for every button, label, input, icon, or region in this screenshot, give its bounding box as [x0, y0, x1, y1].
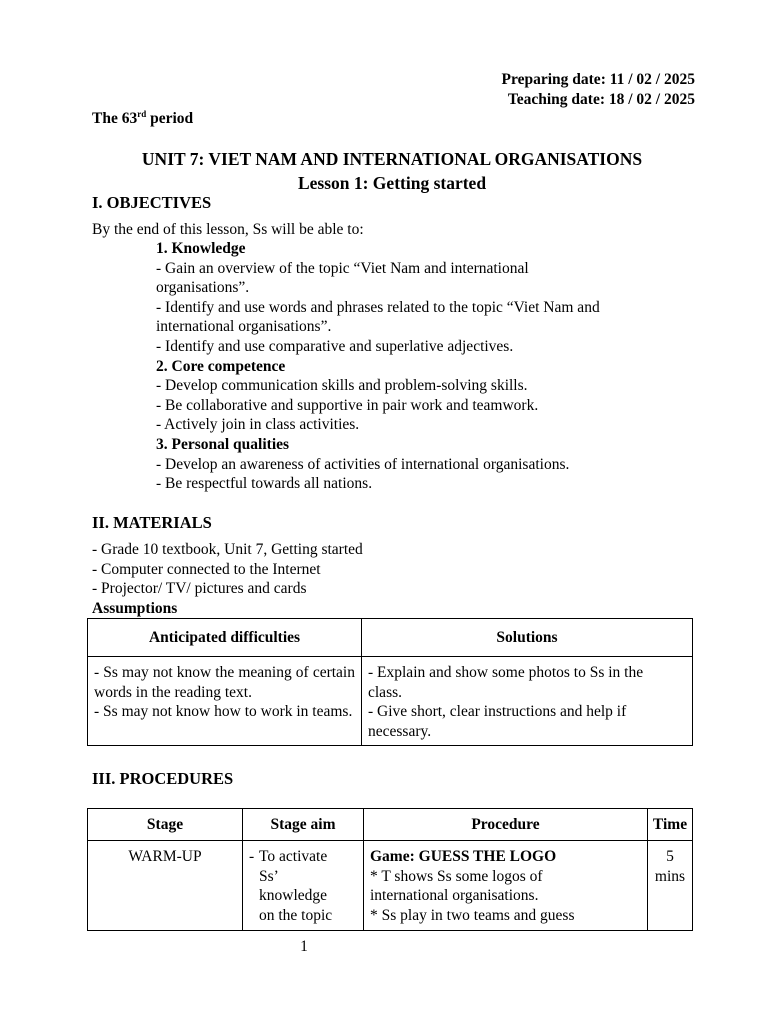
- aim-line: on the topic: [259, 906, 333, 924]
- solution-item: - Explain and show some photos to Ss in the class.: [368, 664, 644, 701]
- solution-item: - Give short, clear instructions and help if necessary.: [368, 703, 627, 740]
- aim-line: knowledge: [259, 887, 328, 905]
- procedure-header: Procedure: [364, 809, 648, 841]
- stage-name: WARM-UP: [128, 848, 202, 865]
- solutions-header: Solutions: [362, 619, 693, 657]
- objectives-intro: By the end of this lesson, Ss will be able to:: [92, 221, 364, 238]
- time-cell: [648, 841, 693, 931]
- teaching-date: Teaching date: 18 / 02 / 2025: [507, 91, 695, 108]
- time-unit: mins: [654, 867, 686, 885]
- period-ordinal: rd: [137, 108, 147, 119]
- stage-header: Stage: [88, 809, 243, 841]
- game-title: Game: GUESS THE LOGO: [370, 848, 557, 865]
- knowledge-line: - Identify and use comparative and superlative adjectives.: [156, 338, 514, 355]
- knowledge-line: organisations”.: [156, 279, 250, 296]
- personal-qualities-heading: 3. Personal qualities: [156, 436, 290, 453]
- personal-qualities-line: - Be respectful towards all nations.: [156, 475, 373, 492]
- assumptions-table: [87, 618, 693, 746]
- unit-title: UNIT 7: VIET NAM AND INTERNATIONAL ORGANISATIONS: [141, 149, 643, 169]
- lesson-title: Lesson 1: Getting started: [297, 173, 487, 193]
- knowledge-line: - Identify and use words and phrases related to the topic “Viet Nam and: [156, 299, 600, 316]
- period-word: period: [146, 110, 194, 127]
- core-competence-line: - Develop communication skills and problem-solving skills.: [156, 377, 528, 394]
- procedures-heading: III. PROCEDURES: [92, 769, 234, 788]
- knowledge-line: - Gain an overview of the topic “Viet Nam and international: [156, 260, 529, 277]
- materials-line: - Projector/ TV/ pictures and cards: [92, 580, 307, 597]
- difficulties-cell: [88, 657, 362, 746]
- page-number: 1: [300, 938, 308, 955]
- core-competence-line: - Actively join in class activities.: [156, 416, 360, 433]
- procedure-line: * Ss play in two teams and guess: [370, 906, 575, 924]
- personal-qualities-line: - Develop an awareness of activities of international organisations.: [156, 456, 570, 473]
- procedures-table: [87, 808, 693, 931]
- stage-cell: [88, 841, 243, 931]
- materials-line: - Grade 10 textbook, Unit 7, Getting started: [92, 541, 363, 558]
- procedure-line: international organisations.: [370, 887, 539, 905]
- knowledge-heading: 1. Knowledge: [156, 240, 246, 257]
- time-header: Time: [648, 809, 693, 841]
- core-competence-heading: 2. Core competence: [156, 358, 286, 375]
- aim-line: Ss’: [259, 867, 279, 885]
- preparing-date: Preparing date: 11 / 02 / 2025: [501, 71, 695, 88]
- aim-bullet: -: [249, 848, 255, 865]
- materials-heading: II. MATERIALS: [92, 513, 212, 532]
- difficulty-item: - Ss may not know how to work in teams.: [94, 703, 353, 721]
- assumptions-heading: Assumptions: [92, 600, 178, 617]
- time-value: 5: [666, 848, 674, 865]
- stage-aim-cell: [243, 841, 364, 931]
- period-number: The 63: [92, 110, 138, 127]
- procedure-line: * T shows Ss some logos of: [370, 867, 543, 885]
- objectives-heading: I. OBJECTIVES: [92, 193, 212, 212]
- solutions-cell: [362, 657, 693, 746]
- knowledge-line: international organisations”.: [156, 318, 332, 335]
- difficulties-header: Anticipated difficulties: [88, 619, 362, 657]
- procedure-cell: [364, 841, 648, 931]
- period-label: [92, 109, 193, 129]
- aim-line: To activate: [259, 848, 328, 865]
- core-competence-line: - Be collaborative and supportive in pair work and teamwork.: [156, 397, 539, 414]
- materials-line: - Computer connected to the Internet: [92, 561, 321, 578]
- difficulty-item: - Ss may not know the meaning of certain words in the reading text.: [94, 664, 355, 701]
- stage-aim-header: Stage aim: [243, 809, 364, 841]
